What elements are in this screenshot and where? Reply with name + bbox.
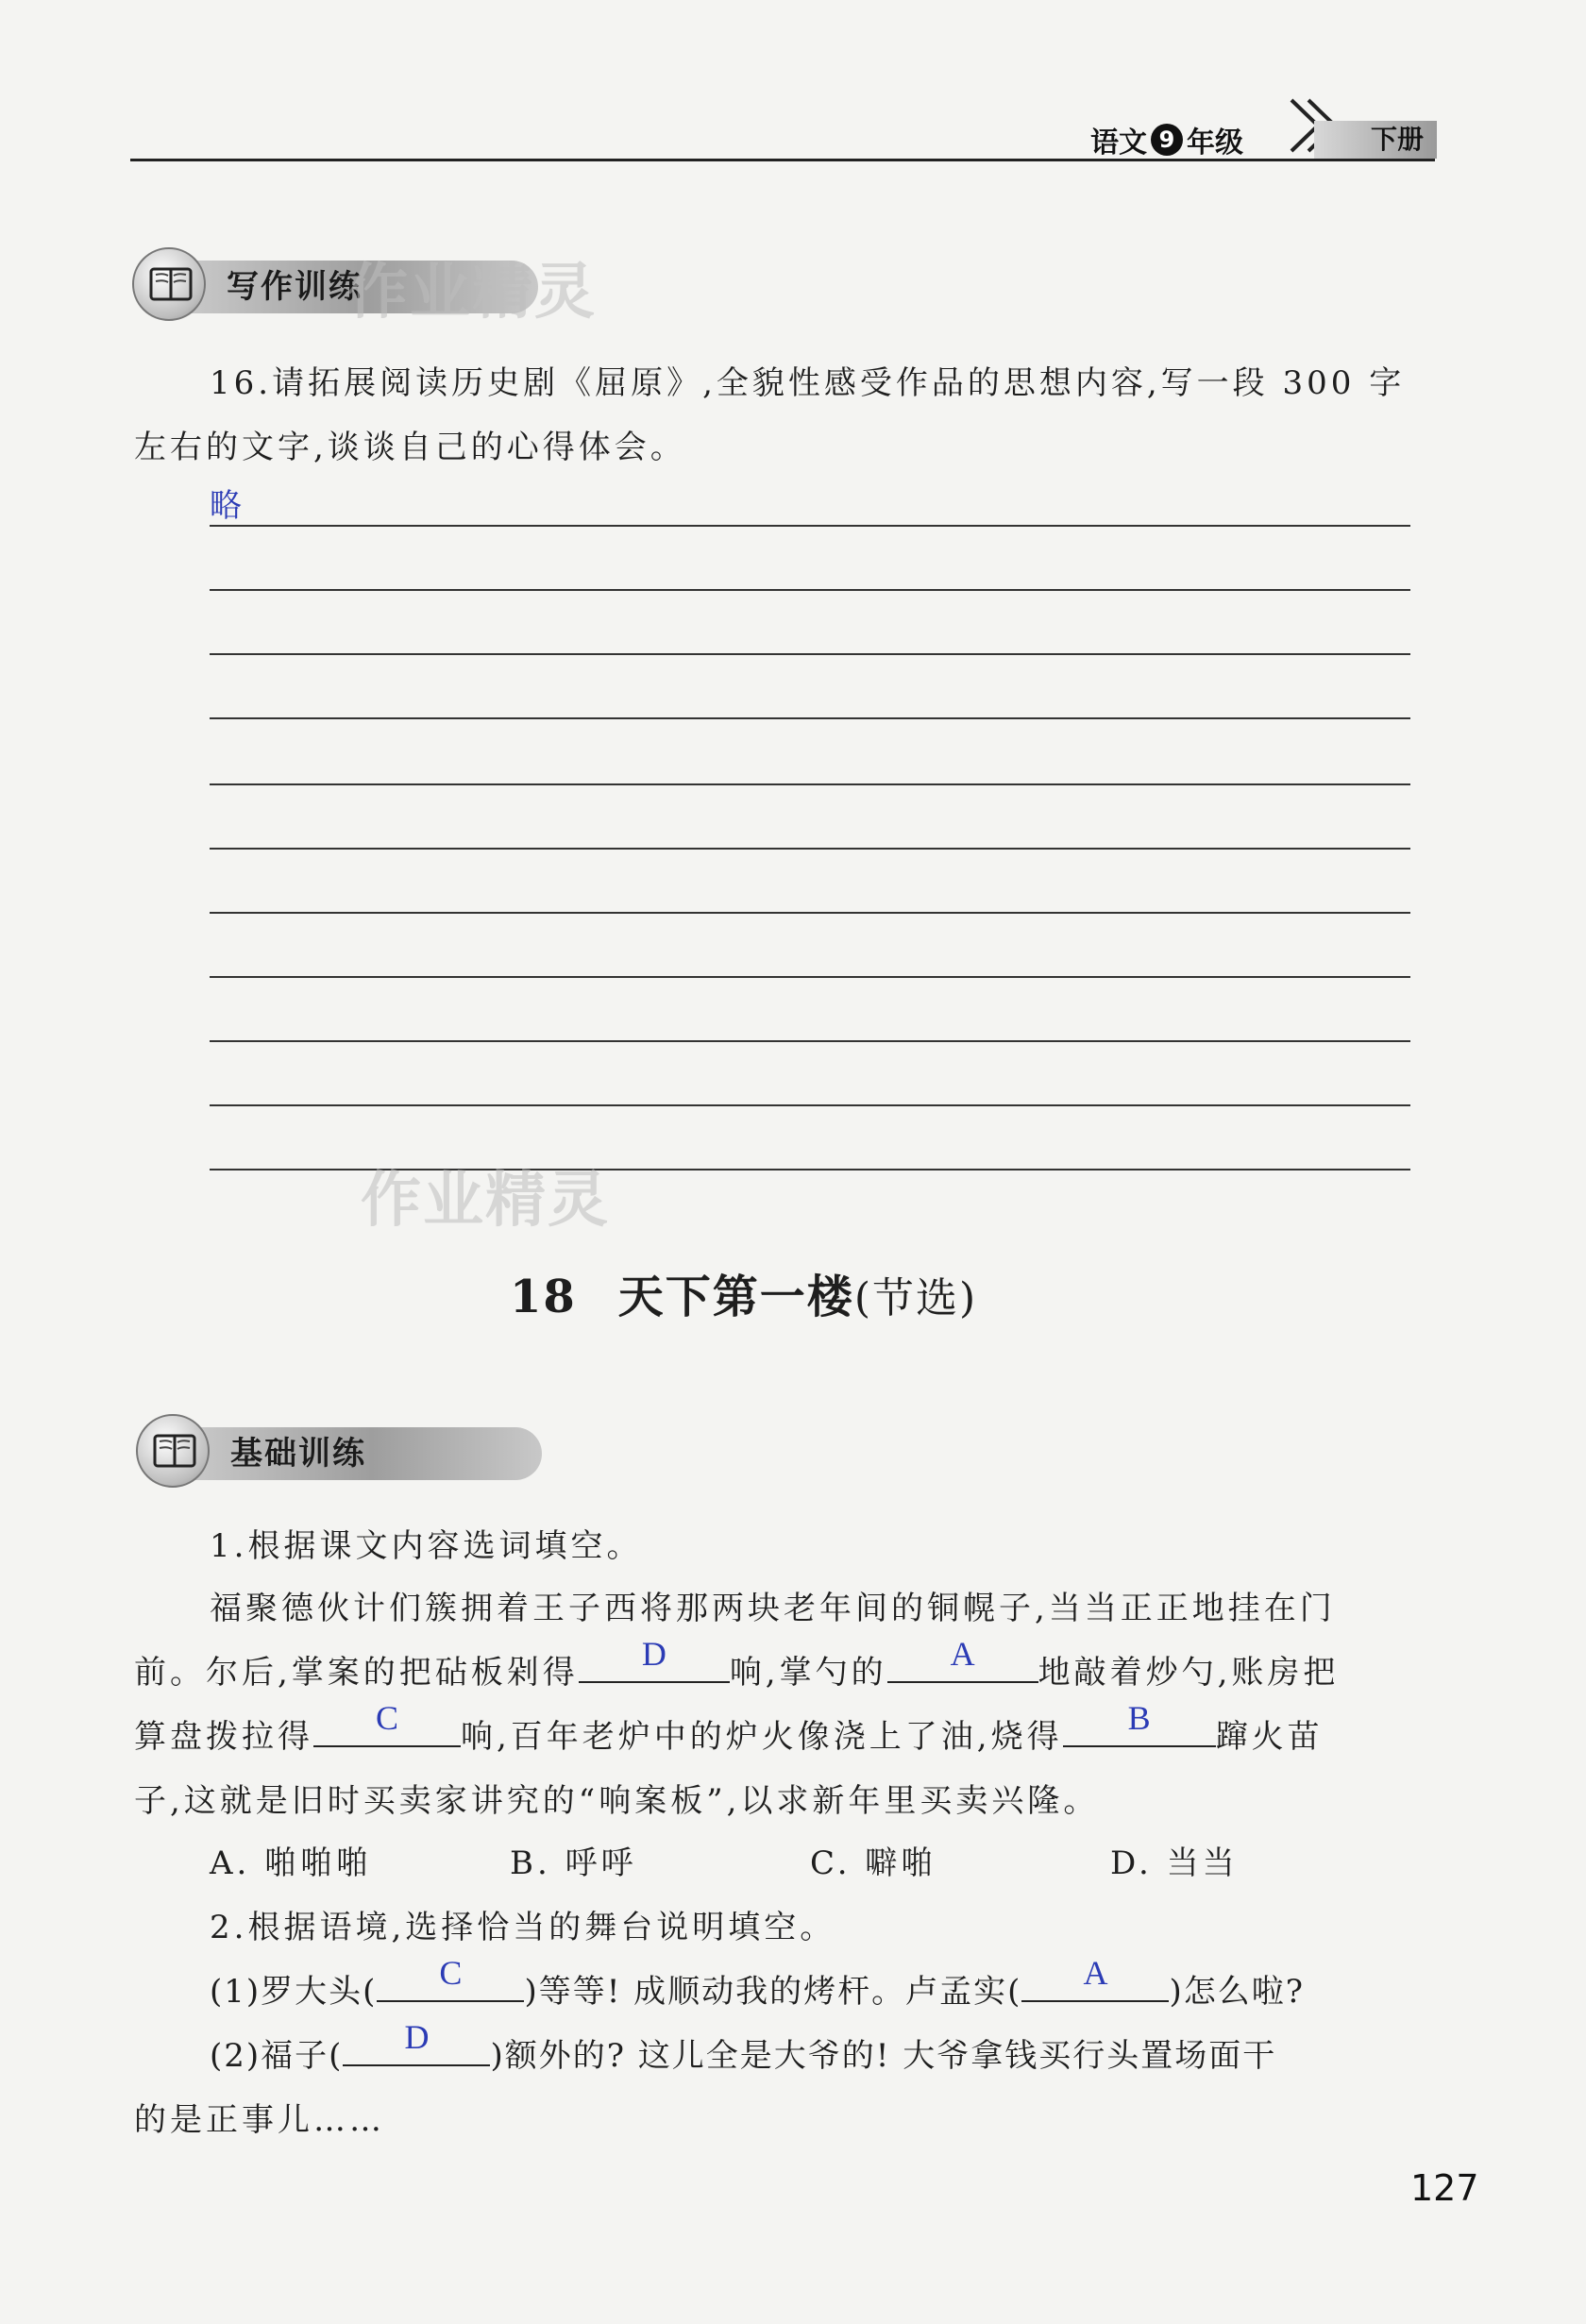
writing-line [210, 912, 1410, 914]
q1-option-c: C. 噼啪 [810, 1844, 937, 1882]
q1-line3: 算盘拨拉得 C 响,百年老炉中的炉火像浇上了油,烧得 B 蹿火苗 [134, 1699, 1324, 1756]
q1-option-b: B. 呼呼 [510, 1844, 637, 1882]
q16-line1: 16.请拓展阅读历史剧《屈原》,全貌性感受作品的思想内容,写一段 300 字 [210, 364, 1406, 402]
q1-prompt: 1.根据课文内容选词填空。 [210, 1527, 643, 1565]
answer-text: D [404, 2018, 430, 2056]
header-grade-suffix: 年级 [1187, 126, 1243, 160]
q1-line1: 福聚德伙计们簇拥着王子西将那两块老年间的铜幌子,当当正正地挂在门 [210, 1590, 1336, 1627]
answer-blank [887, 1635, 1038, 1683]
answer-text: C [375, 1699, 398, 1737]
q2-sentence2-cont: 的是正事儿…… [134, 2101, 385, 2139]
q16-answer: 略 [210, 489, 245, 524]
q1-option-a: A. 啪啪啪 [210, 1844, 373, 1882]
writing-line [210, 1104, 1410, 1106]
answer-text: D [641, 1635, 666, 1673]
writing-line [210, 848, 1410, 850]
open-book-icon [152, 1433, 197, 1471]
answer-blank [1063, 1699, 1216, 1747]
section-title-writing: 写作训练 [227, 268, 363, 306]
header-divider [130, 159, 1435, 161]
writing-line [210, 589, 1410, 591]
writing-line [210, 653, 1410, 655]
grade-number-badge: 9 [1151, 124, 1183, 156]
answer-text: C [439, 1954, 463, 1992]
q2-sentence2: (2)福子( D )额外的? 这儿全是大爷的! 大爷拿钱买行头置场面干 [210, 2018, 1277, 2075]
answer-text: A [950, 1635, 975, 1673]
answer-text: B [1127, 1699, 1151, 1737]
watermark: 作业精灵 [347, 258, 597, 328]
header-subject: 语文 [1090, 126, 1147, 160]
answer-text: A [1083, 1954, 1108, 1992]
answer-blank [579, 1635, 730, 1683]
writing-line [210, 976, 1410, 978]
lesson-name: 天下第一楼 [617, 1271, 854, 1323]
q1-option-d: D. 当当 [1110, 1844, 1239, 1882]
lesson-title [510, 1260, 977, 1325]
section-title-basic: 基础训练 [230, 1435, 366, 1473]
writing-line [210, 717, 1410, 719]
header-grade-label [1090, 121, 1243, 159]
q16-line2: 左右的文字,谈谈自己的心得体会。 [134, 429, 686, 466]
section-badge-basic [136, 1414, 551, 1490]
watermark: 作业精灵 [361, 1166, 610, 1236]
lesson-subtitle: (节选) [853, 1274, 978, 1322]
q2-prompt: 2.根据语境,选择恰当的舞台说明填空。 [210, 1909, 836, 1946]
q1-line2: 前。尔后,掌案的把砧板剁得 D 响,掌勺的 A 地敲着炒勺,账房把 [134, 1635, 1340, 1692]
page-number: 127 [1410, 2167, 1479, 2209]
writing-line [210, 1040, 1410, 1042]
q1-line4: 子,这就是旧时买卖家讲究的“响案板”,以求新年里买卖兴隆。 [134, 1782, 1100, 1820]
writing-line [210, 783, 1410, 785]
lesson-number: 18 [510, 1271, 577, 1323]
writing-line [210, 525, 1410, 527]
q2-sentence1: (1)罗大头( C )等等! 成顺动我的烤杆。卢孟实( A )怎么啦? [210, 1954, 1305, 2011]
header-volume: 下册 [1314, 121, 1437, 159]
answer-blank [377, 1954, 524, 2002]
answer-blank [313, 1699, 461, 1747]
answer-blank [1021, 1954, 1169, 2002]
open-book-icon [148, 266, 194, 304]
answer-blank [343, 2018, 490, 2066]
